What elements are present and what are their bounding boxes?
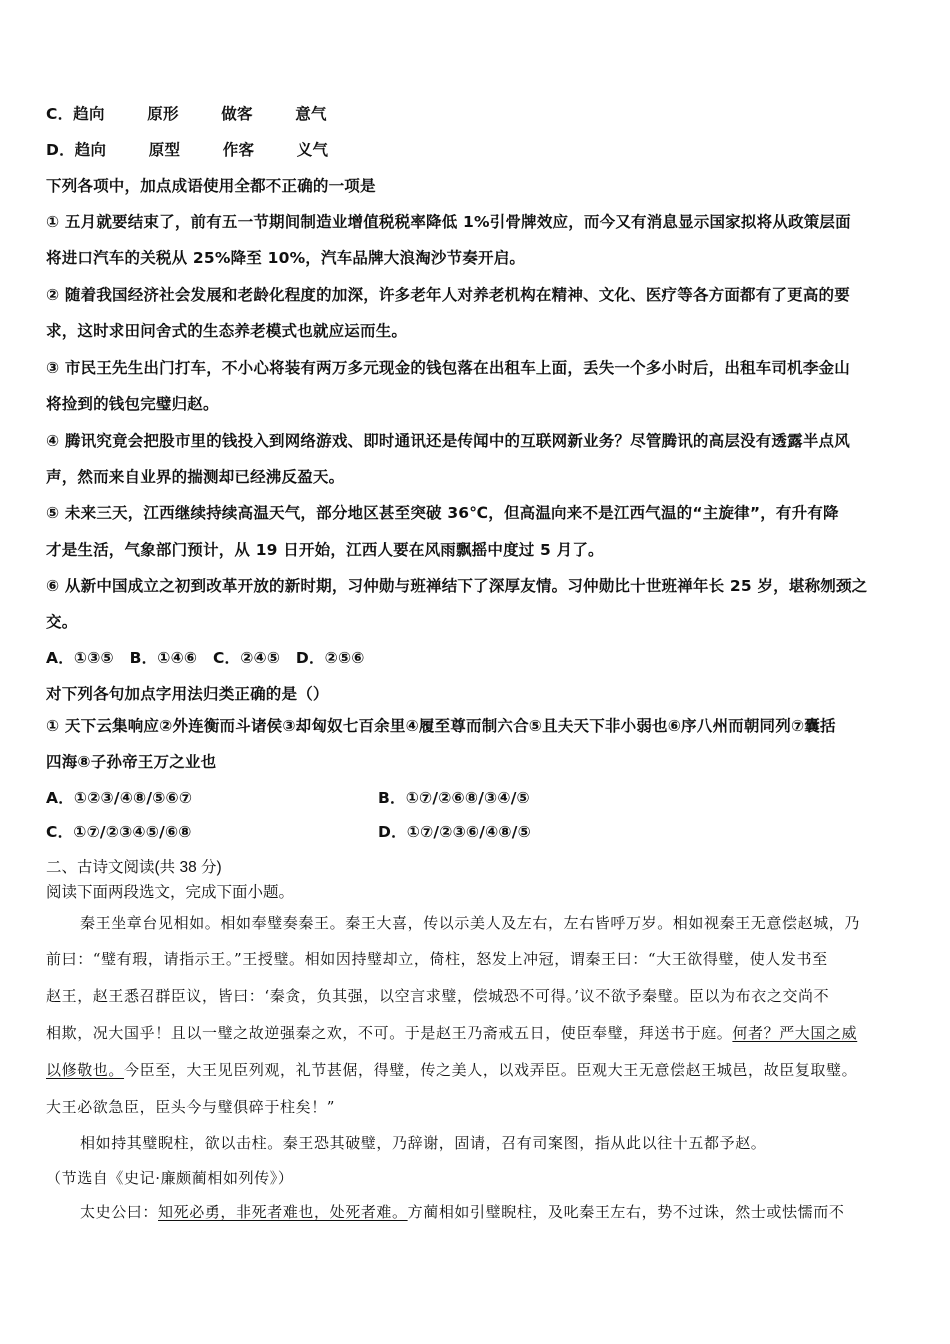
- section-heading: 二、古诗文阅读(共 38 分): [46, 859, 222, 876]
- underlined-sentence: 知死必勇，非死者难也，处死者难。: [158, 1203, 408, 1221]
- option-c-item: 做客: [221, 105, 253, 123]
- option-d-item: 作客: [222, 141, 255, 159]
- passage-line: [46, 1059, 857, 1080]
- idiom-sentence-6-cont: 交。: [46, 613, 78, 631]
- passage-text: 相欺，况大国乎！且以一璧之故逆强秦之欢，不可。于是赵王乃斋戒五日，使臣奉璧，拜送书于庭。: [46, 1024, 733, 1042]
- option-c-item: 原形: [147, 105, 179, 123]
- passage-text: 今臣至，大王见臣列观，礼节甚倨，得璧，传之美人，以戏弄臣。臣观大王无意偿赵王城邑，故臣复取璧。: [124, 1061, 858, 1079]
- idiom-sentence-2-cont: 求，这时求田问舍式的生态养老模式也就应运而生。: [46, 322, 408, 340]
- word-options-row-2: [46, 820, 531, 842]
- word-options-row-1: [46, 786, 530, 808]
- idiom-sentence-1: ① 五月就要结束了，前有五一节期间制造业增值税税率降低 1%引骨牌效应，而今又有消息显示国家拟将从政策层面: [46, 213, 851, 231]
- section-instruction: 阅读下面两段选文，完成下面小题。: [46, 884, 295, 901]
- idiom-sentence-4: ④ 腾讯究竟会把股市里的钱投入到网络游戏、即时通讯还是传闻中的互联网新业务？尽管腾讯的高层没有透露半点风: [46, 432, 850, 450]
- passage-line: 大王必欲急臣，臣头今与璧俱碎于柱矣！”: [46, 1098, 336, 1116]
- idiom-sentence-2: ② 随着我国经济社会发展和老龄化程度的加深，许多老年人对养老机构在精神、文化、医疗等各方面都有了更高的要: [46, 286, 850, 304]
- idiom-sentence-3: ③ 市民王先生出门打车，不小心将装有两万多元现金的钱包落在出租车上面，丢失一个多小时后，出租车司机李金山: [46, 359, 850, 377]
- passage-text: 太史公曰：: [80, 1203, 159, 1221]
- passage-line: [46, 1022, 857, 1043]
- option-d-item: 趋向: [74, 141, 107, 159]
- option-d-item: 原型: [148, 141, 181, 159]
- word-option-d: D．①⑦/②③⑥/④⑧/⑤: [378, 823, 531, 841]
- underlined-sentence: 以修敬也。: [46, 1061, 125, 1079]
- option-d-letter: D．: [46, 141, 75, 159]
- idiom-sentence-3-cont: 将捡到的钱包完璧归赵。: [46, 395, 219, 413]
- idiom-sentence-1-cont: 将进口汽车的关税从 25%降至 10%，汽车品牌大浪淘沙节奏开启。: [46, 249, 526, 267]
- idiom-sentence-4-cont: 声，然而来自业界的揣测却已经沸反盈天。: [46, 468, 345, 486]
- underlined-sentence: 何者？严大国之威: [732, 1024, 858, 1042]
- option-c-item: 意气: [295, 105, 327, 123]
- idiom-question-stem: 下列各项中，加点成语使用全都不正确的一项是: [46, 177, 376, 195]
- word-option-c: C．①⑦/②③④⑤/⑥⑧: [46, 823, 192, 841]
- word-sentences: ① 天下云集响应②外连衡而斗诸侯③却匈奴七百余里④履至尊而制六合⑤且夫天下非小弱也⑥序八州而朝同列⑦囊括: [46, 717, 836, 735]
- passage-line: 赵王，赵王悉召群臣议，皆曰：‘秦贪，负其强，以空言求璧，偿城恐不可得。’议不欲予秦璧。臣以为布衣之交尚不: [46, 987, 830, 1005]
- word-sentences-cont: 四海⑧子孙帝王万之业也: [46, 753, 217, 771]
- passage-line: [80, 1201, 844, 1222]
- option-d-row: [46, 138, 328, 160]
- option-d-item: 义气: [296, 141, 329, 159]
- idiom-sentence-5: ⑤ 未来三天，江西继续持续高温天气，部分地区甚至突破 36℃，但高温向来不是江西气温的“主旋律”，有升有降: [46, 504, 839, 522]
- word-question-stem: 对下列各句加点字用法归类正确的是（）: [46, 685, 329, 703]
- idiom-options: A．①③⑤ B．①④⑥ C．②④⑤ D．②⑤⑥: [46, 649, 365, 667]
- idiom-sentence-6: ⑥ 从新中国成立之初到改革开放的新时期，习仲勋与班禅结下了深厚友情。习仲勋比十世班禅年长 25 岁，堪称刎颈之: [46, 577, 868, 595]
- passage-source: （节选自《史记·廉颇蔺相如列传》）: [46, 1169, 294, 1187]
- option-c-row: [46, 102, 327, 124]
- option-c-item: 趋向: [73, 105, 105, 123]
- passage-line: 秦王坐章台见相如。相如奉璧奏秦王。秦王大喜，传以示美人及左右，左右皆呼万岁。相如视秦王无意偿赵城，乃: [80, 914, 861, 932]
- idiom-sentence-5-cont: 才是生活，气象部门预计，从 19 日开始，江西人要在风雨飘摇中度过 5 月了。: [46, 541, 604, 559]
- passage-line: 相如持其璧睨柱，欲以击柱。秦王恐其破璧，乃辞谢，固请，召有司案图，指从此以往十五都予赵。: [80, 1134, 767, 1152]
- word-option-b: B．①⑦/②⑥⑧/③④/⑤: [378, 789, 530, 807]
- word-option-a: A．①②③/④⑧/⑤⑥⑦: [46, 789, 193, 807]
- passage-line: 前曰：“璧有瑕，请指示王。”王授璧。相如因持璧却立，倚柱，怒发上冲冠，谓秦王曰：“大王欲得璧，使人发书至: [46, 950, 828, 968]
- option-c-letter: C．: [46, 105, 74, 123]
- passage-text: 方蔺相如引璧睨柱，及叱秦王左右，势不过诛，然士或怯懦而不: [407, 1203, 845, 1221]
